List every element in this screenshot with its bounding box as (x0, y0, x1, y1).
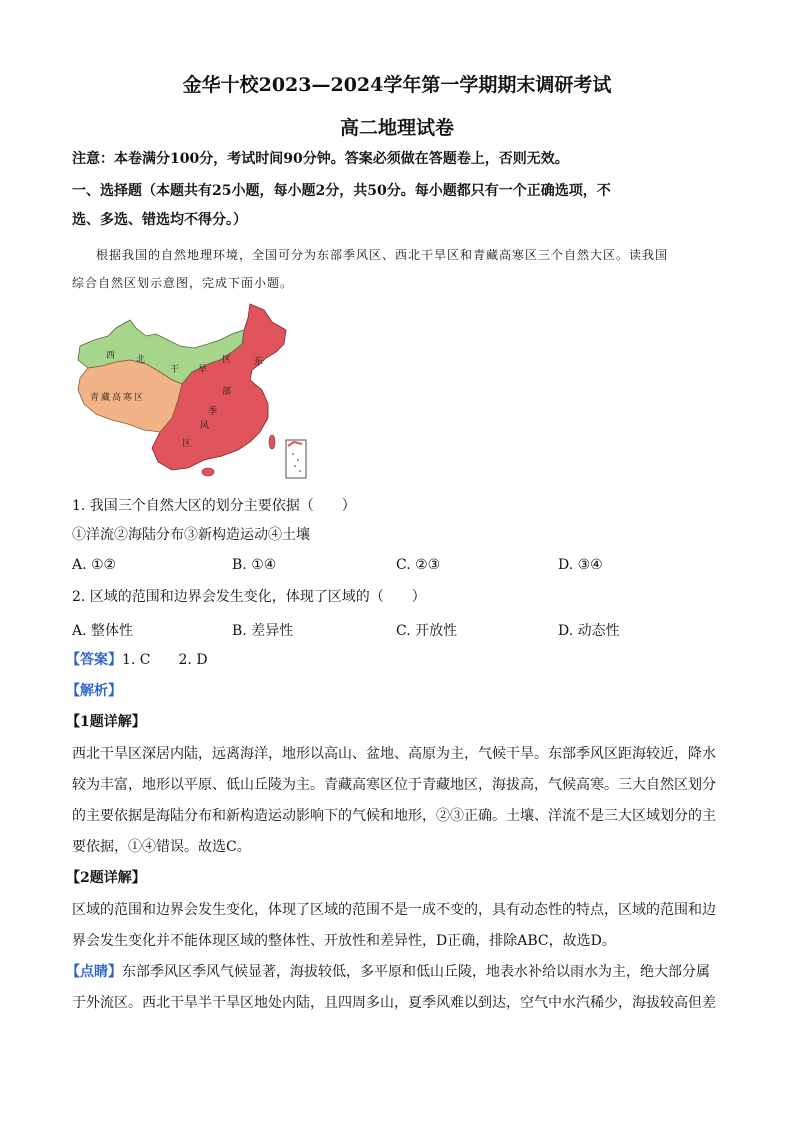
map-label-dong: 东 (254, 357, 264, 367)
detail1-tag: 【1题详解】 (66, 714, 146, 730)
analysis-tag: 【解析】 (66, 683, 122, 699)
q1-option-d: D. ③④ (558, 557, 603, 573)
answer-text: 1. C 2. D (122, 652, 208, 668)
detail2-line: 界会发生变化并不能体现区域的整体性、开放性和差异性，D正确，排除ABC，故选D。 (72, 933, 616, 949)
detail1-line: 较为丰富，地形以平原、低山丘陵为主。青藏高寒区位于青藏地区，海拔高，气候高寒。三大自然区划分 (72, 777, 716, 793)
answer-tag: 【答案】 (66, 652, 122, 668)
map-label-han: 旱 (198, 365, 208, 375)
detail1-line: 的主要依据是海陆分布和新构造运动影响下的气候和地形，②③正确。土壤、洋流不是三大区域划分的主 (72, 808, 716, 824)
q2-option-a: A. 整体性 (72, 623, 134, 639)
map-label-gan: 干 (170, 365, 180, 375)
tip-text: 东部季风区季风气候显著，海拔较低，多平原和低山丘陵，地表水补给以雨水为主，绝大部分属 (122, 964, 710, 980)
q1-items: ①洋流②海陆分布③新构造运动④土壤 (72, 527, 310, 543)
intro-line1: 根据我国的自然地理环境，全国可分为东部季风区、西北干旱区和青藏高寒区三个自然大区。读我国 (96, 248, 669, 262)
intro-line2: 综合自然区划示意图，完成下面小题。 (72, 276, 294, 290)
q1-stem: 1. 我国三个自然大区的划分主要依据（ ） (72, 498, 356, 514)
tip-tag: 【点睛】 (66, 964, 122, 980)
detail1-line: 要依据，①④错误。故选C。 (72, 839, 251, 855)
map-label-qingzang: 青藏高寒区 (90, 393, 146, 403)
map-label-bu: 部 (222, 387, 232, 397)
tip-line: 于外流区。西北干旱半干旱区地处内陆，且四周多山，夏季风难以到达，空气中水汽稀少，海拔较高但差 (72, 995, 716, 1011)
q2-option-c: C. 开放性 (396, 623, 458, 639)
q2-stem: 2. 区域的范围和边界会发生变化，体现了区域的（ ） (72, 589, 426, 605)
china-region-map (72, 300, 312, 480)
tip-line (66, 963, 710, 981)
map-label-feng: 风 (200, 421, 210, 431)
taiwan-island (269, 435, 275, 449)
exam-title: 金华十校2023—2024学年第一学期期末调研考试 (182, 74, 612, 96)
section1-line2: 选、多选、错选均不得分。） (72, 212, 247, 228)
q2-option-d: D. 动态性 (558, 623, 620, 639)
q1-option-b: B. ①④ (232, 557, 277, 573)
analysis-line (66, 682, 122, 700)
detail2-tag: 【2题详解】 (66, 870, 146, 886)
map-label-qu2: 区 (182, 439, 192, 449)
detail2-line: 区域的范围和边界会发生变化，体现了区域的范围不是一成不变的，具有动态性的特点，区域的范围和边 (72, 902, 716, 918)
q1-option-c: C. ②③ (396, 557, 441, 573)
section1-line1: 一、选择题（本题共有25小题，每小题2分，共50分。每小题都只有一个正确选项，不 (72, 183, 611, 199)
notice: 注意：本卷满分100分，考试时间90分钟。答案必须做在答题卷上，否则无效。 (72, 151, 569, 167)
map-label-ji: 季 (208, 407, 218, 417)
map-label-xi: 西 (106, 351, 116, 361)
hainan-island (202, 468, 214, 476)
exam-subtitle: 高二地理试卷 (339, 117, 454, 139)
answer-line (66, 651, 208, 669)
q1-option-a: A. ①② (72, 557, 117, 573)
q2-option-b: B. 差异性 (232, 623, 294, 639)
map-label-qu1: 区 (222, 355, 232, 365)
detail1-line: 西北干旱区深居内陆，远离海洋，地形以高山、盆地、高原为主，气候干旱。东部季风区距海较近，降水 (72, 746, 716, 762)
map-label-bei: 北 (136, 355, 146, 365)
